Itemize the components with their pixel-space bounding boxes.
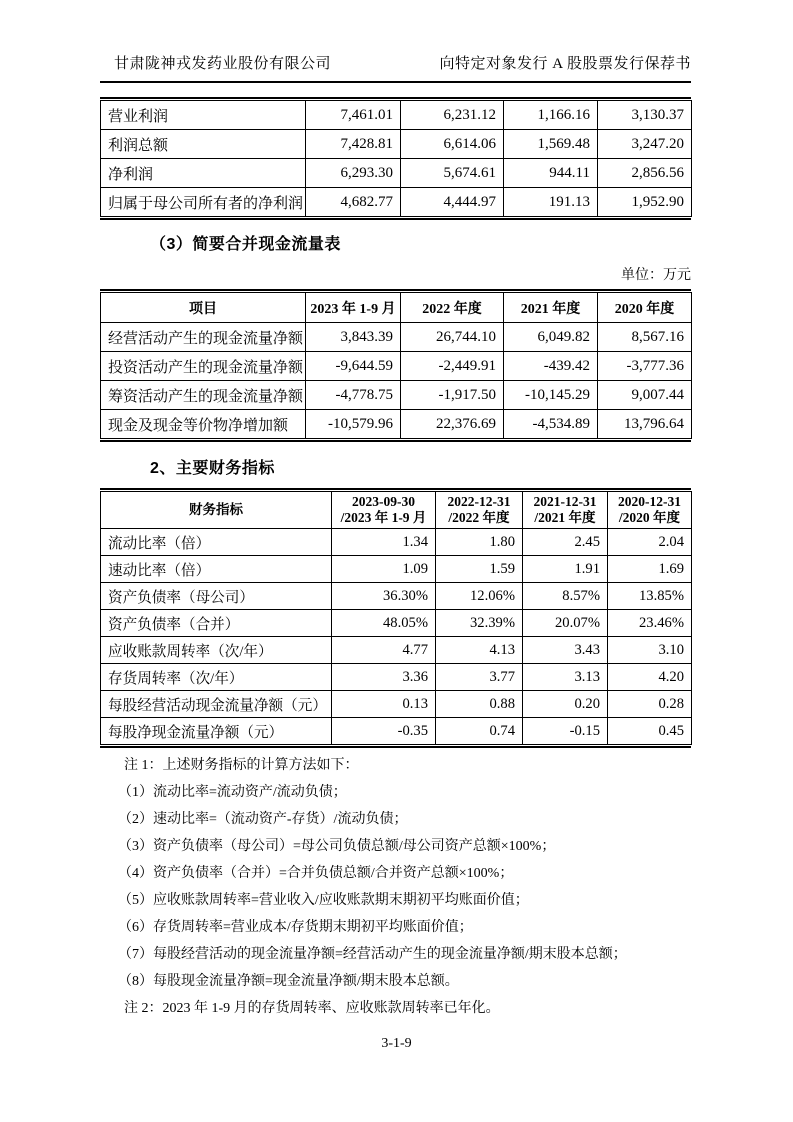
note-line: 注 1：上述财务指标的计算方法如下：	[124, 758, 359, 773]
cell-value: -10,145.29	[504, 381, 598, 410]
cell-value: 7,428.81	[306, 130, 401, 159]
cell-value: 6,293.30	[306, 159, 401, 188]
row-label: 营业利润	[101, 101, 306, 130]
cell-value: 1,166.16	[504, 101, 598, 130]
cell-value: -10,579.96	[306, 410, 401, 439]
cell-value: -3,777.36	[598, 352, 692, 381]
table-row	[101, 664, 692, 691]
unit-label: 单位：万元	[621, 268, 691, 283]
table-row	[101, 556, 692, 583]
column-header: 2022 年度	[401, 293, 504, 323]
table-row	[101, 718, 692, 745]
cell-value: -9,644.59	[306, 352, 401, 381]
cell-value: 191.13	[504, 188, 598, 217]
column-header: 2023-09-30 /2023 年 1-9 月	[332, 492, 436, 529]
indicators-table	[100, 488, 691, 748]
table-row	[101, 352, 692, 381]
cell-value: 2.45	[523, 529, 608, 556]
note-item: （5）应收账款周转率=营业收入/应收账款期末期初平均账面价值；	[118, 893, 529, 908]
row-label: 投资活动产生的现金流量净额	[101, 352, 306, 381]
cell-value: 1,569.48	[504, 130, 598, 159]
table-row	[101, 130, 692, 159]
cell-value: 4.13	[436, 637, 523, 664]
cell-value: 13,796.64	[598, 410, 692, 439]
cell-value: -4,534.89	[504, 410, 598, 439]
cell-value: 4,444.97	[401, 188, 504, 217]
row-label: 应收账款周转率（次/年）	[101, 637, 332, 664]
table-row	[101, 691, 692, 718]
cell-value: 6,049.82	[504, 323, 598, 352]
row-label: 归属于母公司所有者的净利润	[101, 188, 306, 217]
column-header: 2023 年 1-9 月	[306, 293, 401, 323]
table-row	[101, 529, 692, 556]
table-row	[101, 101, 692, 130]
cell-value: 1.09	[332, 556, 436, 583]
note-item: （3）资产负债率（母公司）=母公司负债总额/母公司资产总额×100%；	[118, 839, 556, 854]
table-row	[101, 159, 692, 188]
cell-value: 1,952.90	[598, 188, 692, 217]
column-header: 项目	[101, 293, 306, 323]
table-header-row	[101, 293, 692, 323]
cell-value: 26,744.10	[401, 323, 504, 352]
cell-value: 3.13	[523, 664, 608, 691]
page-header	[100, 52, 691, 83]
cell-value: 3,843.39	[306, 323, 401, 352]
page-number: 3-1-9	[381, 1036, 412, 1051]
cell-value: 3,247.20	[598, 130, 692, 159]
table-row	[101, 410, 692, 439]
cell-value: 4.20	[608, 664, 692, 691]
note-item: （7）每股经营活动的现金流量净额=经营活动产生的现金流量净额/期末股本总额；	[118, 947, 627, 962]
cell-value: 22,376.69	[401, 410, 504, 439]
row-label: 每股经营活动现金流量净额（元）	[101, 691, 332, 718]
cell-value: 4.77	[332, 637, 436, 664]
cell-value: -0.15	[523, 718, 608, 745]
column-header: 财务指标	[101, 492, 332, 529]
cell-value: 48.05%	[332, 610, 436, 637]
cell-value: 6,231.12	[401, 101, 504, 130]
cell-value: 7,461.01	[306, 101, 401, 130]
cashflow-table	[100, 289, 691, 442]
header-document-title: 向特定对象发行 A 股股票发行保荐书	[439, 56, 691, 72]
table-row	[101, 381, 692, 410]
cell-value: 3.43	[523, 637, 608, 664]
cell-value: 13.85%	[608, 583, 692, 610]
cell-value: 0.20	[523, 691, 608, 718]
row-label: 现金及现金等价物净增加额	[101, 410, 306, 439]
cell-value: 23.46%	[608, 610, 692, 637]
column-header: 2020 年度	[598, 293, 692, 323]
cell-value: 3.10	[608, 637, 692, 664]
cell-value: 1.34	[332, 529, 436, 556]
note-item: （6）存货周转率=营业成本/存货期末期初平均账面价值；	[118, 920, 473, 935]
row-label: 资产负债率（母公司）	[101, 583, 332, 610]
note-line: 注 2：2023 年 1-9 月的存货周转率、应收账款周转率已年化。	[124, 1001, 500, 1016]
cell-value: 2,856.56	[598, 159, 692, 188]
cell-value: 0.74	[436, 718, 523, 745]
table-row	[101, 188, 692, 217]
cell-value: 1.80	[436, 529, 523, 556]
cell-value: 1.59	[436, 556, 523, 583]
cell-value: 36.30%	[332, 583, 436, 610]
cell-value: 5,674.61	[401, 159, 504, 188]
table-row	[101, 323, 692, 352]
note-item: （4）资产负债率（合并）=合并负债总额/合并资产总额×100%；	[118, 866, 514, 881]
column-header: 2021 年度	[504, 293, 598, 323]
cell-value: 0.45	[608, 718, 692, 745]
header-company-name: 甘肃陇神戎发药业股份有限公司	[114, 56, 332, 72]
cell-value: -2,449.91	[401, 352, 504, 381]
row-label: 资产负债率（合并）	[101, 610, 332, 637]
cell-value: 3.36	[332, 664, 436, 691]
notes-block	[100, 757, 691, 1018]
row-label: 经营活动产生的现金流量净额	[101, 323, 306, 352]
column-header: 2020-12-31 /2020 年度	[608, 492, 692, 529]
cell-value: -0.35	[332, 718, 436, 745]
cell-value: 20.07%	[523, 610, 608, 637]
note-item: （2）速动比率=（流动资产-存货）/流动负债；	[118, 812, 408, 827]
column-header: 2021-12-31 /2021 年度	[523, 492, 608, 529]
column-header: 2022-12-31 /2022 年度	[436, 492, 523, 529]
cell-value: -439.42	[504, 352, 598, 381]
row-label: 存货周转率（次/年）	[101, 664, 332, 691]
cell-value: 32.39%	[436, 610, 523, 637]
section-heading-cashflow: （3）简要合并现金流量表	[150, 236, 341, 253]
table-row	[101, 610, 692, 637]
cell-value: 944.11	[504, 159, 598, 188]
table-row	[101, 637, 692, 664]
profit-table	[100, 97, 691, 220]
row-label: 筹资活动产生的现金流量净额	[101, 381, 306, 410]
cell-value: 3.77	[436, 664, 523, 691]
cell-value: 3,130.37	[598, 101, 692, 130]
cell-value: 0.28	[608, 691, 692, 718]
table-header-row	[101, 492, 692, 529]
row-label: 利润总额	[101, 130, 306, 159]
cell-value: 9,007.44	[598, 381, 692, 410]
row-label: 速动比率（倍）	[101, 556, 332, 583]
cell-value: 0.88	[436, 691, 523, 718]
cell-value: 0.13	[332, 691, 436, 718]
cell-value: -1,917.50	[401, 381, 504, 410]
cell-value: 6,614.06	[401, 130, 504, 159]
section-heading-indicators: 2、主要财务指标	[150, 460, 275, 477]
cell-value: 8.57%	[523, 583, 608, 610]
cell-value: 4,682.77	[306, 188, 401, 217]
cell-value: 8,567.16	[598, 323, 692, 352]
note-item: （8）每股现金流量净额=现金流量净额/期末股本总额。	[118, 974, 459, 989]
row-label: 流动比率（倍）	[101, 529, 332, 556]
note-item: （1）流动比率=流动资产/流动负债；	[118, 785, 347, 800]
cell-value: 2.04	[608, 529, 692, 556]
page-content	[100, 0, 691, 1027]
row-label: 每股净现金流量净额（元）	[101, 718, 332, 745]
cell-value: 1.91	[523, 556, 608, 583]
table-row	[101, 583, 692, 610]
cell-value: -4,778.75	[306, 381, 401, 410]
row-label: 净利润	[101, 159, 306, 188]
cell-value: 12.06%	[436, 583, 523, 610]
cell-value: 1.69	[608, 556, 692, 583]
